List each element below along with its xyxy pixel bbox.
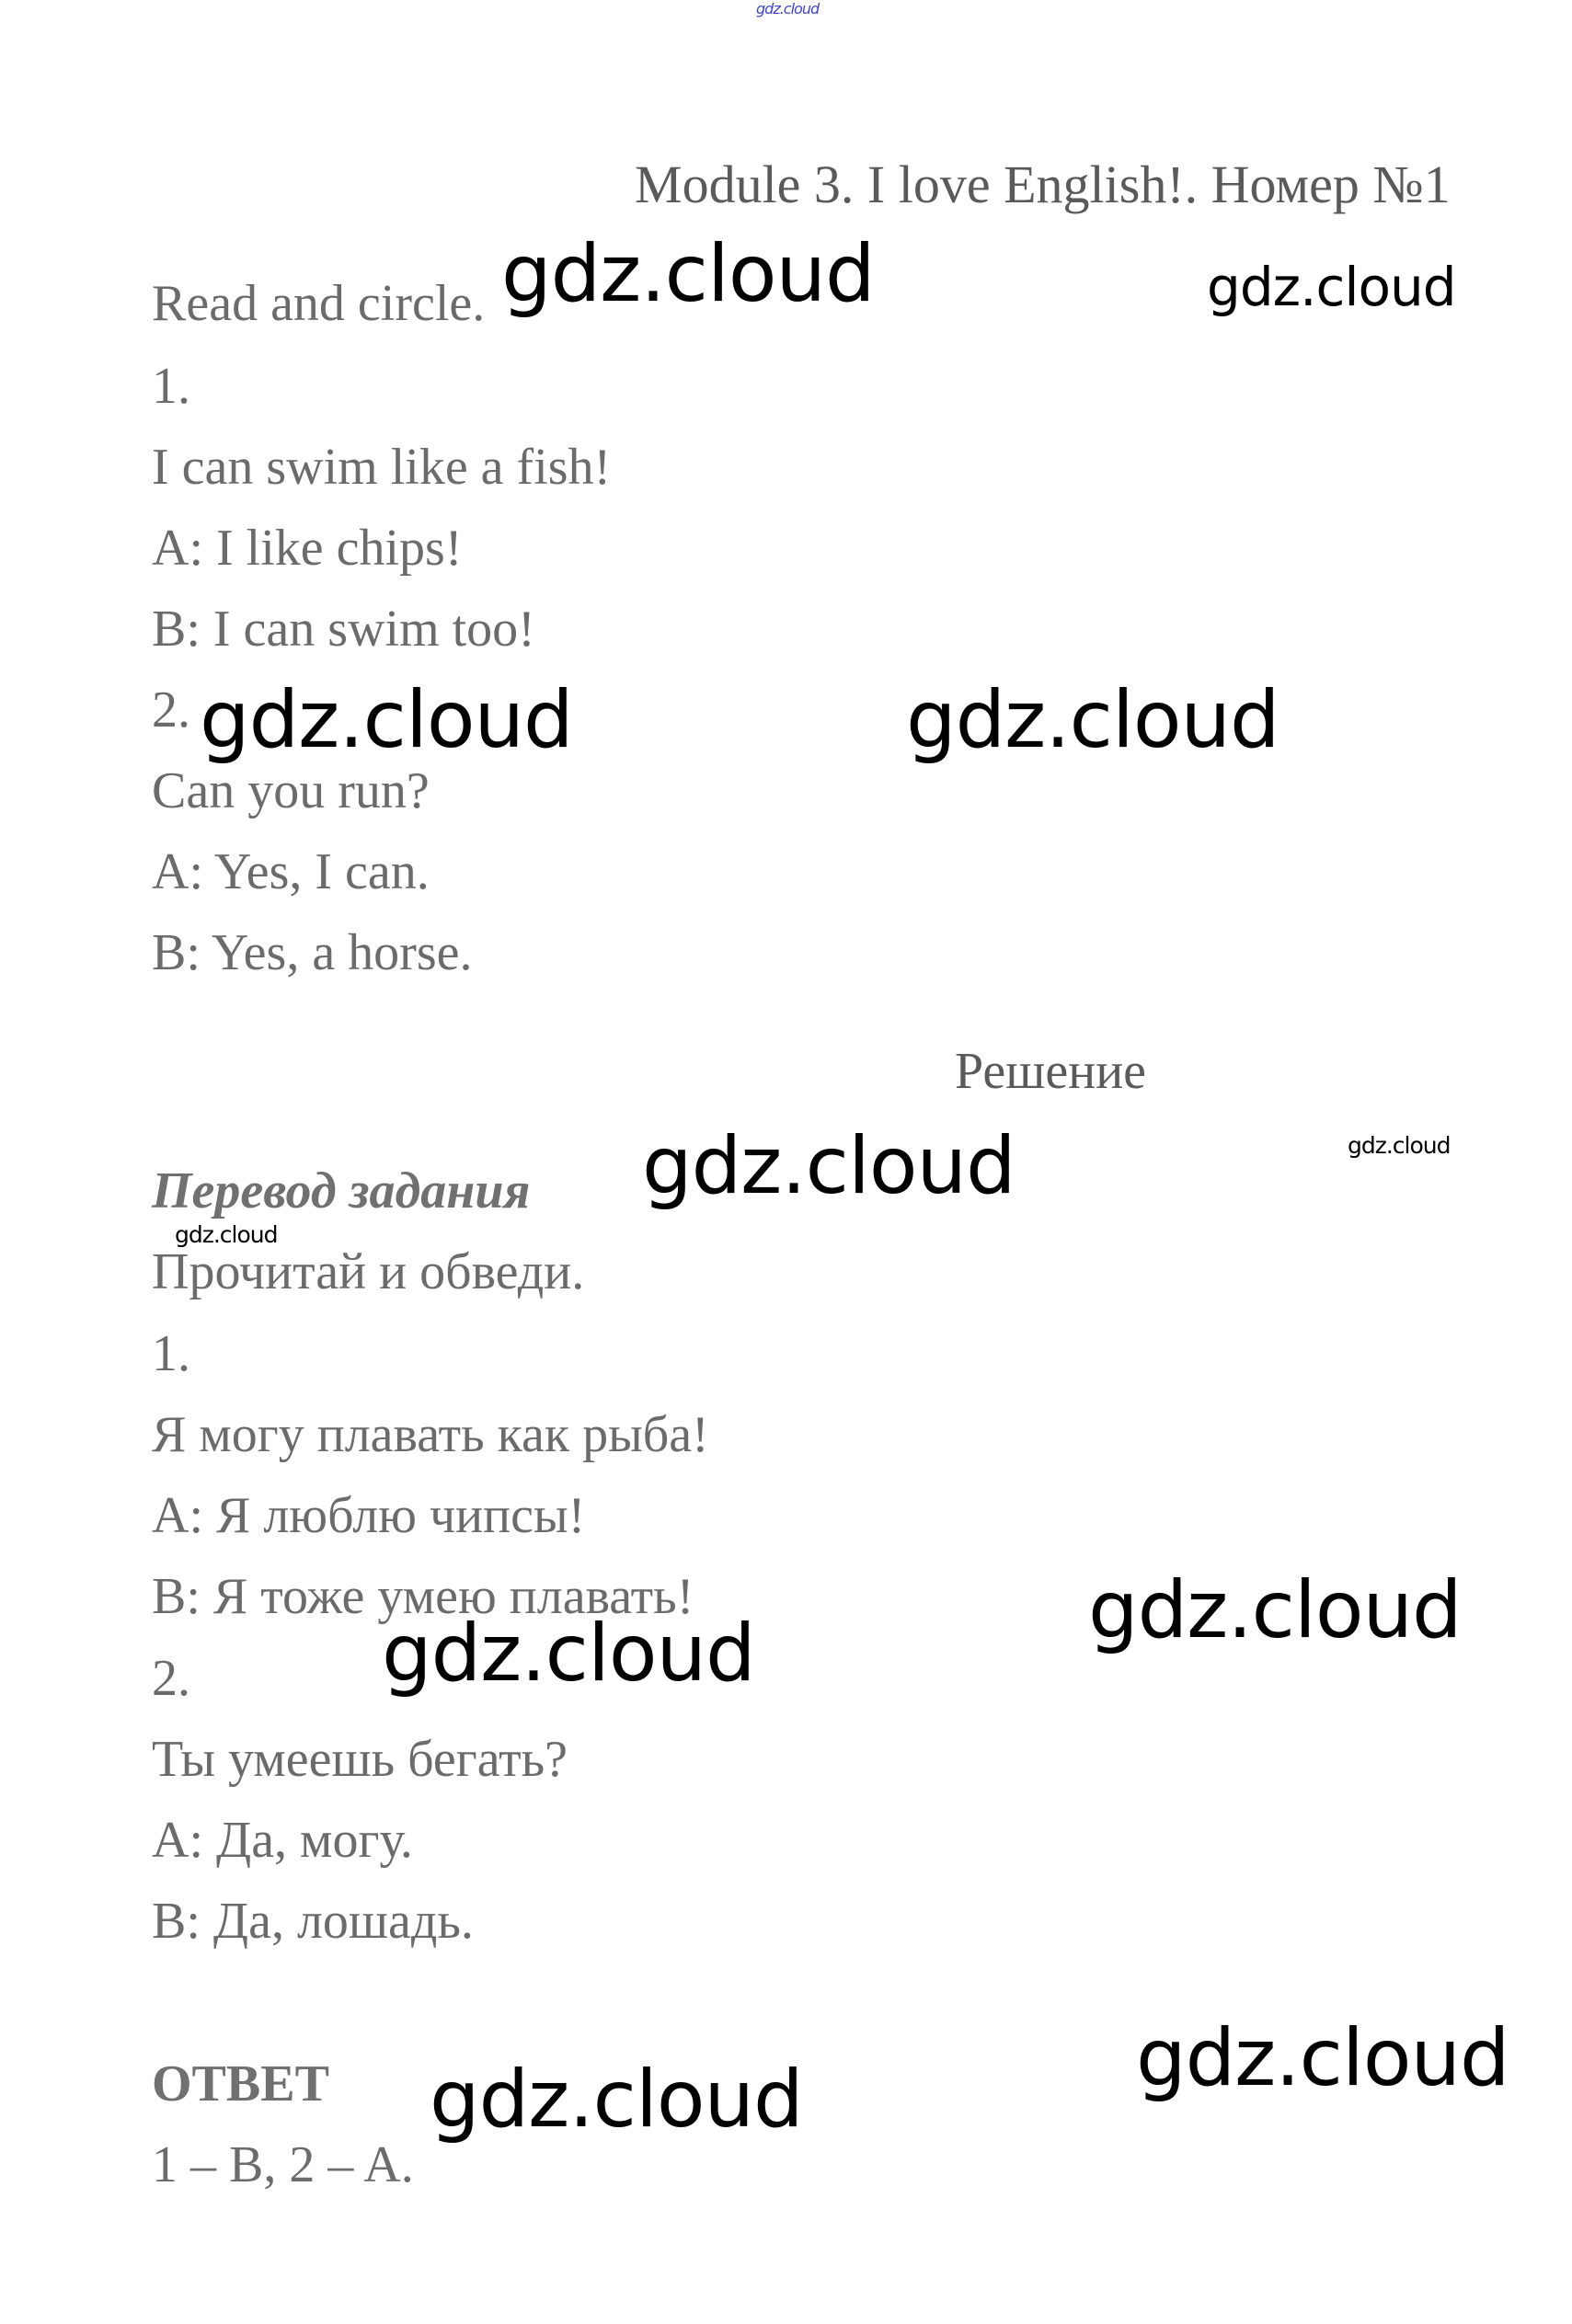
- watermark: gdz.cloud: [501, 228, 875, 320]
- watermark: gdz.cloud: [906, 674, 1279, 766]
- translation-instruction: Прочитай и обведи.: [152, 1243, 585, 1300]
- translation-item-1-question: Я могу плавать как рыба!: [152, 1406, 709, 1463]
- task-item-2-option-a: A: Yes, I can.: [152, 843, 430, 900]
- task-item-1-question: I can swim like a fish!: [152, 439, 612, 496]
- task-item-1-option-b: B: I can swim too!: [152, 601, 535, 658]
- task-item-2-number: 2.: [152, 681, 190, 738]
- task-instruction: Read and circle.: [152, 275, 486, 332]
- task-item-1-number: 1.: [152, 358, 190, 415]
- translation-heading: Перевод задания: [152, 1162, 531, 1219]
- watermark: gdz.cloud: [642, 1120, 1015, 1212]
- translation-item-2-option-a: A: Да, могу.: [152, 1812, 413, 1869]
- watermark: gdz.cloud: [175, 1221, 278, 1248]
- watermark: gdz.cloud: [430, 2054, 803, 2146]
- task-item-2-option-b: B: Yes, a horse.: [152, 924, 473, 981]
- top-watermark: gdz.cloud: [756, 0, 820, 17]
- watermark: gdz.cloud: [1088, 1564, 1462, 1656]
- translation-item-2-option-b: B: Да, лошадь.: [152, 1893, 474, 1950]
- translation-item-1-option-a: A: Я люблю чипсы!: [152, 1487, 586, 1544]
- watermark: gdz.cloud: [1207, 256, 1456, 318]
- watermark: gdz.cloud: [382, 1608, 755, 1700]
- watermark: gdz.cloud: [1348, 1132, 1451, 1159]
- translation-item-2-number: 2.: [152, 1650, 190, 1707]
- solution-heading: Решение: [955, 1043, 1147, 1100]
- translation-item-1-number: 1.: [152, 1325, 190, 1382]
- translation-item-2-question: Ты умеешь бегать?: [152, 1731, 568, 1788]
- answer-text: 1 – B, 2 – A.: [152, 2136, 414, 2193]
- watermark: gdz.cloud: [1136, 2012, 1509, 2104]
- watermark: gdz.cloud: [200, 674, 573, 766]
- answer-heading: ОТВЕТ: [152, 2055, 329, 2112]
- task-item-1-option-a: A: I like chips!: [152, 520, 463, 577]
- page-title: Module 3. I love English!. Номер №1: [635, 155, 1451, 214]
- translation-item-1-option-b: B: Я тоже умею плавать!: [152, 1568, 694, 1625]
- task-item-2-question: Can you run?: [152, 762, 430, 819]
